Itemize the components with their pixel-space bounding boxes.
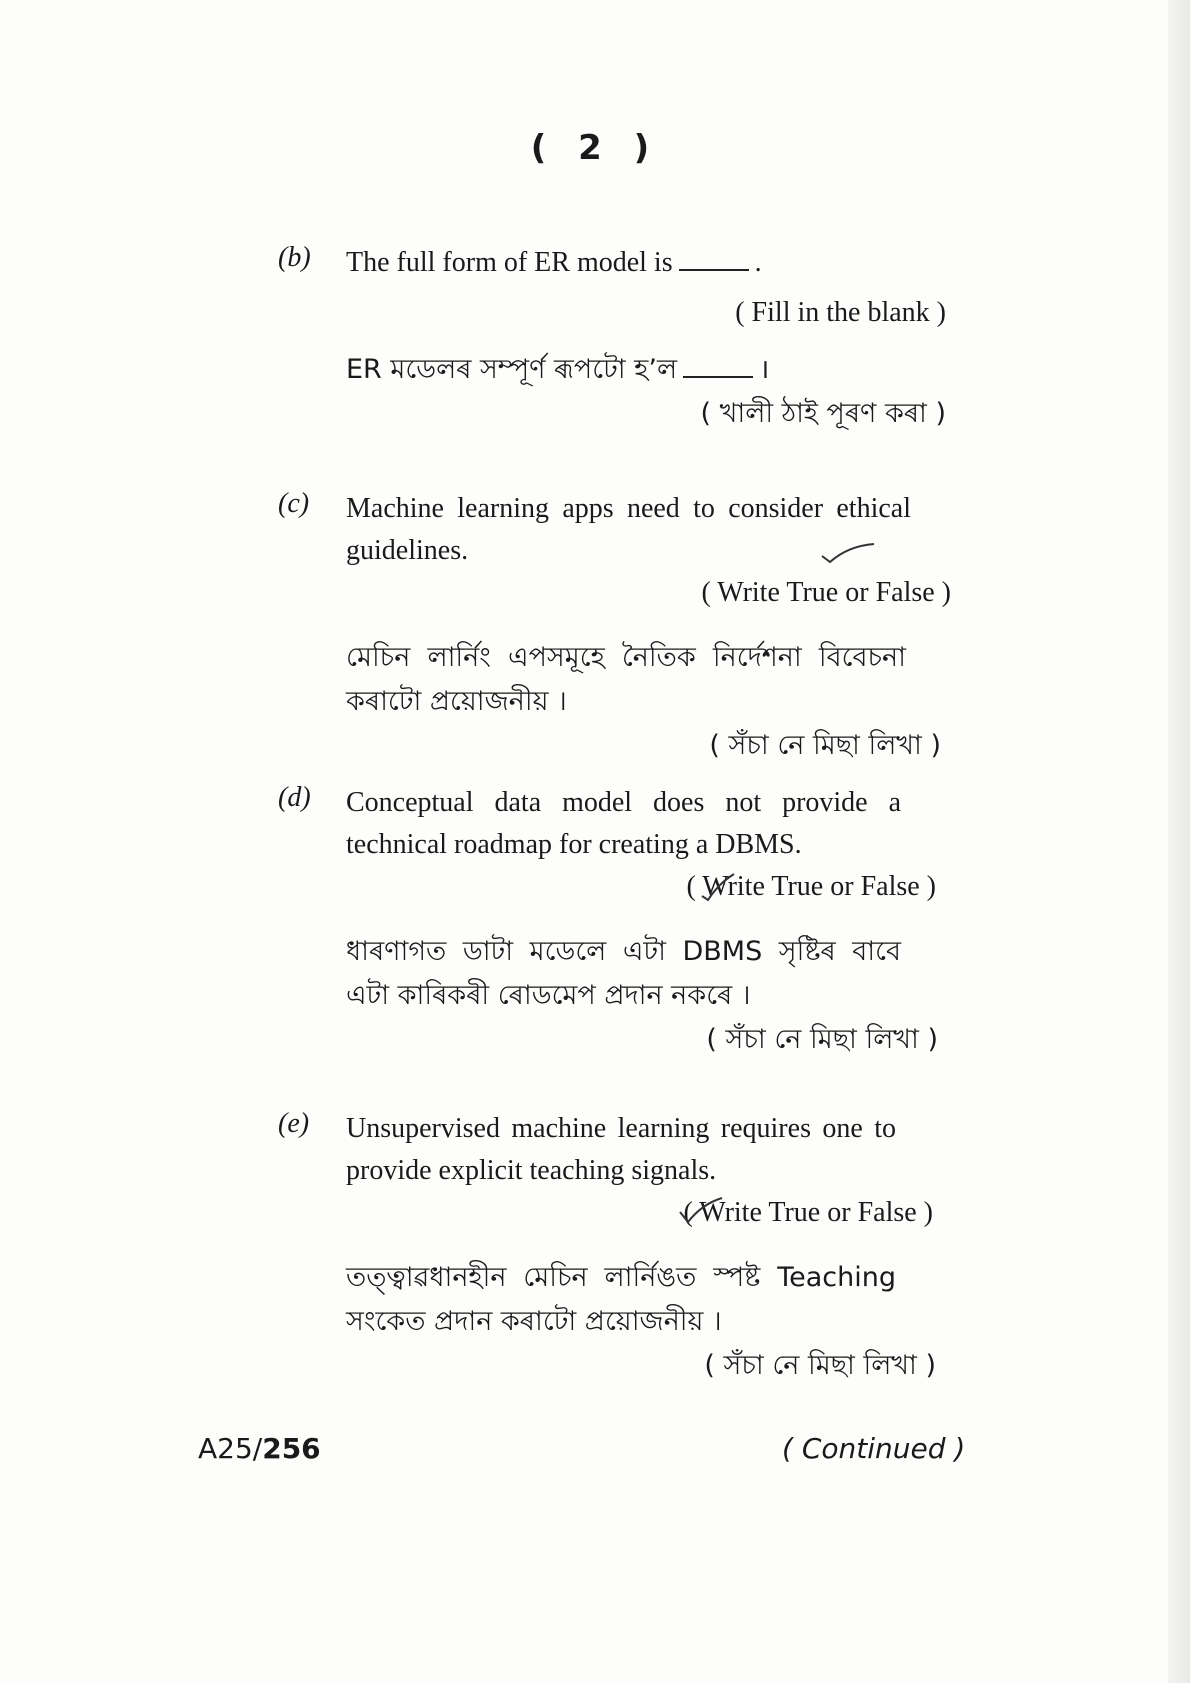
question-text-as: ধাৰণাগত ডাটা মডেলে এটা DBMS সৃষ্টিৰ বাবে এটা কাৰিকৰী ৰোডমেপ প্ৰদান নকৰে ।	[346, 936, 901, 1011]
checkmark-icon	[698, 872, 738, 902]
question-label: (d)	[278, 782, 311, 813]
instruction-en: ( Fill in the blank )	[735, 297, 946, 328]
question-text-as	[346, 348, 946, 392]
question-text-en: The full form of ER model is .	[346, 247, 762, 278]
answer-blank	[683, 376, 753, 378]
question-text-as: মেচিন লাৰ্নিং এপসমূহে নৈতিক নিৰ্দেশনা বিবেচনা কৰাটো প্ৰয়োজনীয় ।	[346, 642, 906, 717]
instruction-en: ( Write True or False )	[686, 871, 936, 902]
page-edge-shadow	[1168, 0, 1190, 1683]
instruction-as: ( খালী ঠাই পূৰণ কৰা )	[700, 398, 946, 429]
question-text: The full form of ER model is	[346, 247, 673, 278]
question-label: (b)	[278, 242, 311, 273]
question-c	[278, 488, 978, 768]
instruction-as: ( সঁচা নে মিছা লিখা )	[706, 1024, 938, 1055]
page-number: ( 2 )	[530, 128, 660, 168]
question-text-en: Machine learning apps need to consider ethical guidelines.	[346, 493, 911, 566]
instruction-as: ( সঁচা নে মিছা লিখা )	[709, 730, 941, 761]
question-text-en: Unsupervised machine learning requires one to provide explicit teaching signals.	[346, 1113, 896, 1186]
question-label: (c)	[278, 488, 310, 519]
question-e	[278, 1108, 978, 1388]
paper-code-prefix: A25/	[198, 1432, 263, 1465]
answer-blank	[679, 269, 749, 271]
question-text-en: Conceptual data model does not provide a technical roadmap for creating a DBMS.	[346, 787, 901, 860]
instruction-en: ( Write True or False )	[683, 1197, 933, 1228]
question-text-as: তত্ত্বাৱধানহীন মেচিন লাৰ্নিঙত স্পষ্ট Teaching সংকেত প্ৰদান কৰাটো প্ৰয়োজনীয় ।	[346, 1262, 896, 1337]
paper-code-number: 256	[262, 1432, 321, 1465]
paper-code	[198, 1432, 321, 1465]
question-label: (e)	[278, 1108, 310, 1139]
continued-note: ( Continued )	[782, 1432, 966, 1465]
checkmark-icon	[818, 540, 878, 566]
question-d	[278, 782, 978, 1062]
instruction-en: ( Write True or False )	[701, 577, 951, 608]
question-b	[278, 242, 978, 436]
dari: ।	[759, 354, 770, 385]
question-text-assamese: ER মডেলৰ সম্পূৰ্ণ ৰূপটো হ’ল	[346, 354, 678, 385]
checkmark-icon	[676, 1196, 726, 1226]
instruction-as: ( সঁচা নে মিছা লিখা )	[704, 1350, 936, 1381]
